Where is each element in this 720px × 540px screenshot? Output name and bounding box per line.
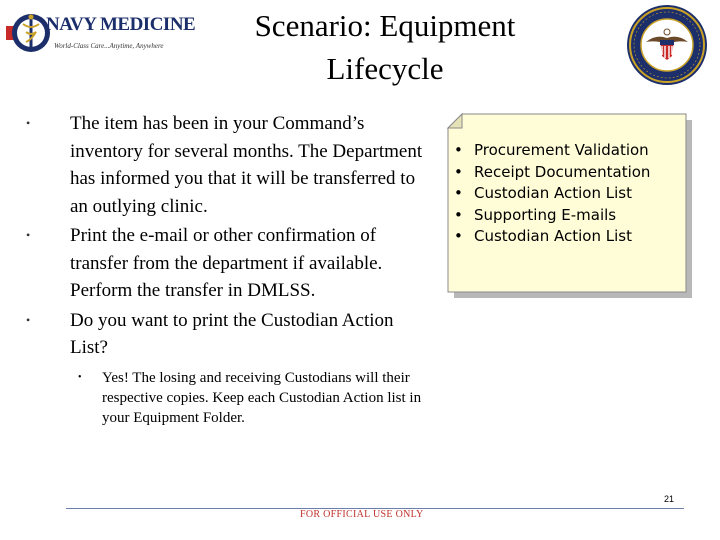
bullet-dot-icon: • bbox=[26, 228, 31, 242]
sub-bullet-item bbox=[70, 368, 426, 428]
checklist-item bbox=[454, 205, 650, 227]
document-checklist-note bbox=[446, 112, 694, 298]
footer-classification: FOR OFFICIAL USE ONLY bbox=[300, 509, 424, 520]
bullet-dot-icon: • bbox=[454, 184, 463, 202]
logo-tagline: World-Class Care...Anytime, Anywhere bbox=[54, 42, 164, 50]
logo-name: NAVY MEDICINE bbox=[46, 14, 196, 35]
checklist-item-text: Procurement Validation bbox=[474, 141, 649, 159]
bullet-text: Do you want to print the Custodian Action List? bbox=[70, 309, 394, 358]
checklist bbox=[454, 140, 650, 248]
slide-title-line-1: Scenario: Equipment bbox=[254, 8, 516, 43]
slide-title-line-2: Lifecycle bbox=[326, 51, 444, 86]
checklist-item-text: Supporting E-mails bbox=[474, 205, 617, 224]
navy-medicine-logo bbox=[6, 6, 196, 68]
bullet-text: The item has been in your Command’s inventory for several months. The Department has informed you that it will be transferred to an outlying clinic. bbox=[70, 113, 423, 217]
slide-title bbox=[170, 4, 600, 90]
sub-bullet-dot-icon: • bbox=[78, 371, 82, 383]
checklist-item-text: Receipt Documentation bbox=[474, 162, 651, 181]
bullet-item bbox=[26, 307, 426, 428]
checklist-item bbox=[454, 140, 650, 162]
bullet-text: Print the e-mail or other confirmation of transfer from the department if available. Perform the transfer in DMLSS. bbox=[70, 225, 383, 301]
bullet-dot-icon: • bbox=[454, 162, 463, 181]
checklist-item-text: Custodian Action List bbox=[474, 184, 632, 202]
checklist-item bbox=[454, 226, 650, 248]
bullet-dot-icon: • bbox=[454, 141, 463, 159]
bullet-item bbox=[26, 222, 426, 305]
checklist-item bbox=[454, 162, 650, 184]
bullet-dot-icon: • bbox=[26, 312, 31, 327]
bullet-dot-icon: • bbox=[454, 205, 463, 224]
bullet-item bbox=[26, 110, 426, 220]
department-of-the-navy-seal-icon bbox=[626, 4, 708, 86]
sub-bullet-list bbox=[70, 368, 426, 428]
checklist-item-text: Custodian Action List bbox=[474, 227, 632, 245]
bullet-dot-icon: • bbox=[26, 116, 31, 130]
main-bullet-list bbox=[26, 110, 426, 430]
page-number: 21 bbox=[664, 494, 675, 504]
checklist-item bbox=[454, 183, 650, 205]
sub-bullet-text: Yes! The losing and receiving Custodians will their respective copies. Keep each Custodian Action list in your Equipment Folder. bbox=[102, 369, 422, 426]
bullet-dot-icon: • bbox=[454, 227, 463, 245]
